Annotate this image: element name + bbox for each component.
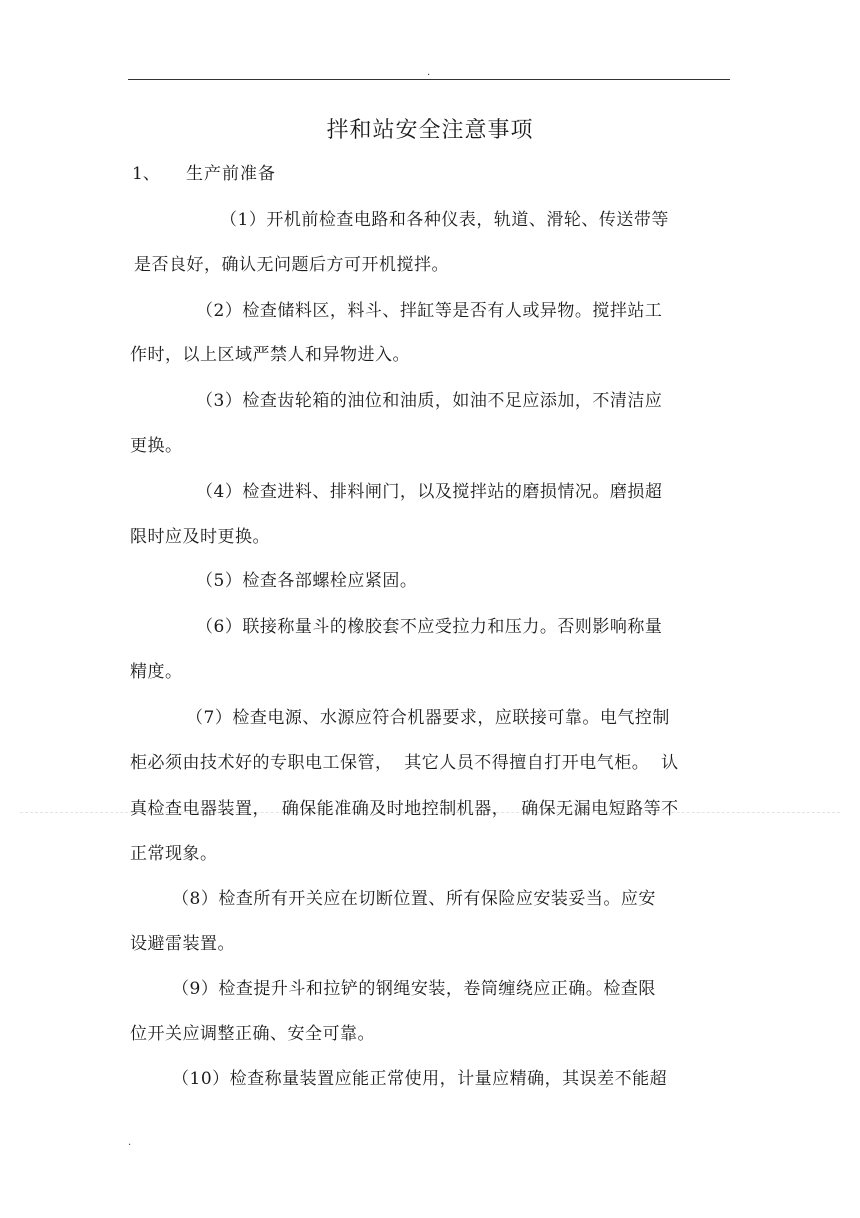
paragraph-line: （5）检查各部螺栓应紧固。: [196, 571, 418, 591]
header-rule: [128, 79, 730, 80]
paragraph-line: （2）检查储料区，料斗、拌缸等是否有人或异物。搅拌站工: [196, 301, 663, 321]
paragraph-line: 真检查电器装置， 确保能准确及时地控制机器， 确保无漏电短路等不: [130, 799, 679, 819]
footer-dot: .: [128, 1137, 132, 1148]
paragraph-line: 作时，以上区域严禁人和异物进入。: [130, 345, 410, 365]
paragraph-line: （10）检查称量装置应能正常使用，计量应精确，其误差不能超: [172, 1069, 668, 1089]
paragraph-line: （9）检查提升斗和拉铲的钢绳安装，卷筒缠绕应正确。检查限: [172, 979, 656, 999]
paragraph-line: 正常现象。: [130, 844, 218, 864]
paragraph-line: 位开关应调整正确、安全可靠。: [130, 1024, 375, 1044]
paragraph-line: 柜必须由技术好的专职电工保管， 其它人员不得擅自打开电气柜。 认: [130, 753, 679, 773]
paragraph-line: 设避雷装置。: [130, 934, 235, 954]
paragraph-line: 更换。: [130, 436, 183, 456]
paragraph-line: （4）检查进料、排料闸门，以及搅拌站的磨损情况。磨损超: [196, 482, 663, 502]
paragraph-line: 限时应及时更换。: [130, 527, 270, 547]
section-title: 生产前准备: [186, 164, 276, 184]
paragraph-line: 精度。: [130, 662, 183, 682]
paragraph-line: （6）联接称量斗的橡胶套不应受拉力和压力。否则影响称量: [196, 617, 663, 637]
paragraph-line: （7）检查电源、水源应符合机器要求，应联接可靠。电气控制: [186, 708, 670, 728]
paragraph-line: （3）检查齿轮箱的油位和油质，如油不足应添加，不清洁应: [196, 391, 663, 411]
paragraph-line: （1）开机前检查电路和各种仪表，轨道、滑轮、传送带等: [220, 210, 669, 230]
header-dot: .: [427, 67, 431, 78]
paragraph-line: 是否良好，确认无问题后方可开机搅拌。: [134, 255, 449, 275]
section-number: 1、: [132, 164, 160, 184]
page-title: 拌和站安全注意事项: [326, 118, 534, 143]
paragraph-line: （8）检查所有开关应在切断位置、所有保险应安装妥当。应安: [172, 889, 656, 909]
